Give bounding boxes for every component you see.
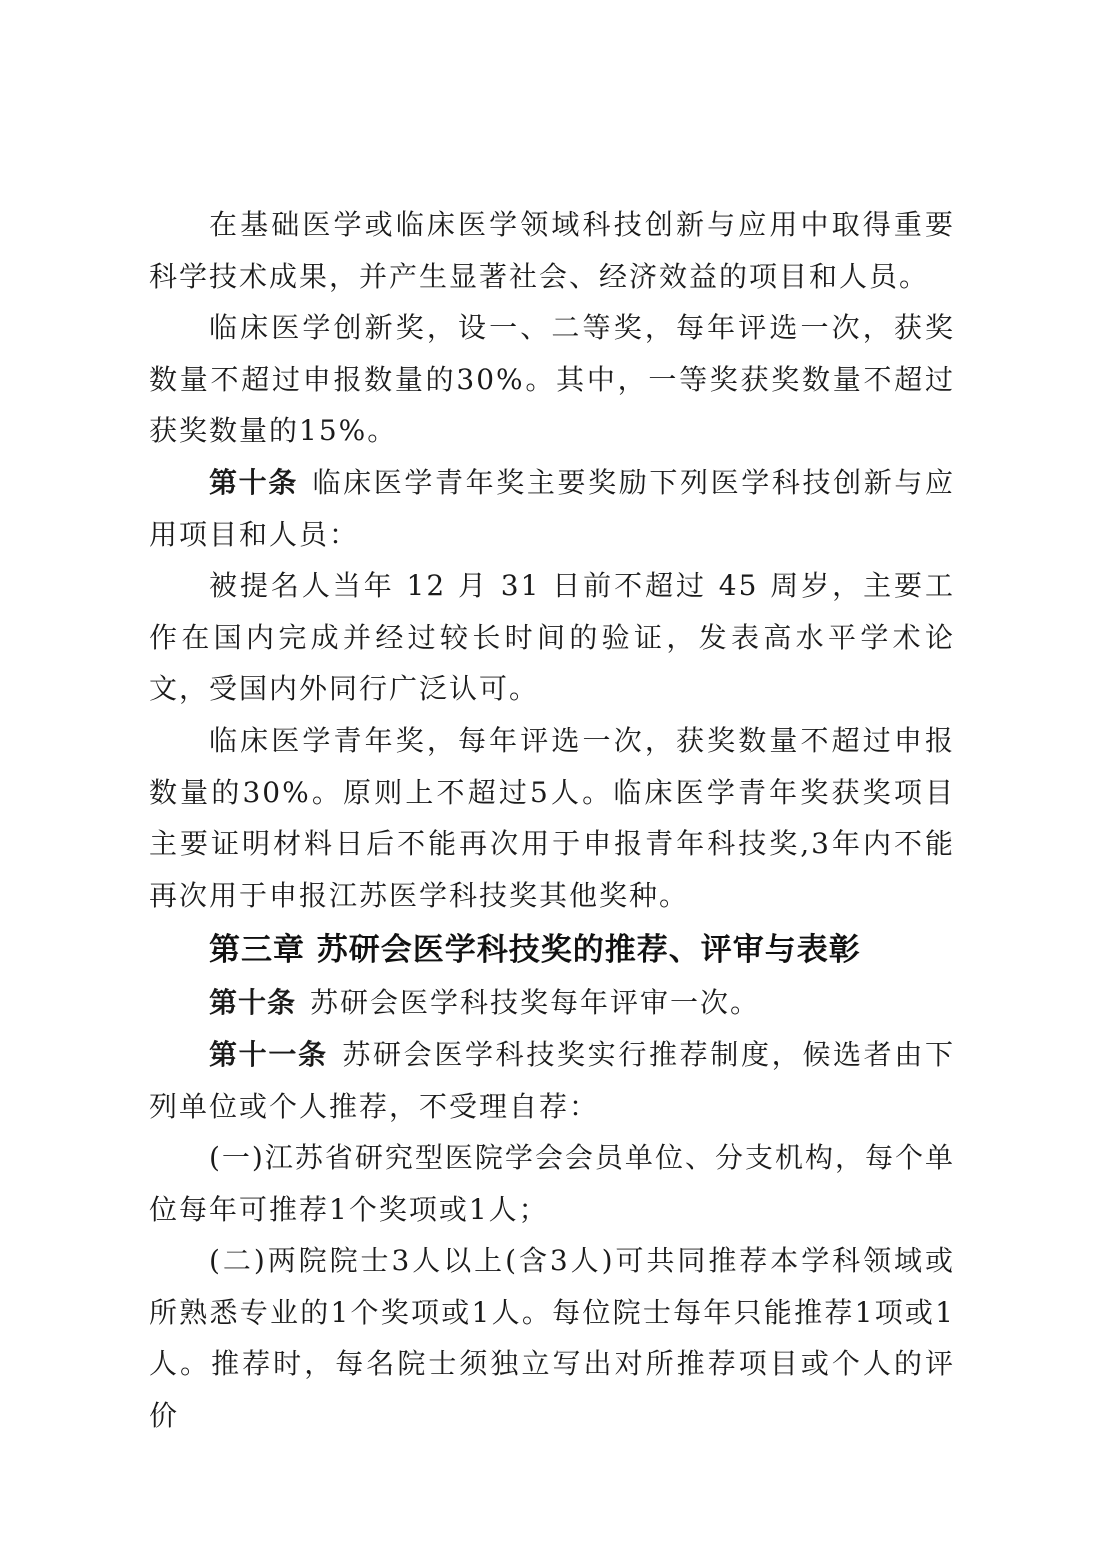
list-item-member-units	[149, 1132, 955, 1235]
paragraph-text: 临床医学青年奖主要奖励下列医学科技创新与应用项目和人员：	[149, 465, 955, 551]
list-item-academician-recommendation	[149, 1235, 955, 1441]
list-item-text: (一)江苏省研究型医院学会会员单位、分支机构，每个单位每年可推荐1个奖项或1人；	[149, 1141, 955, 1226]
article-review-frequency	[149, 977, 955, 1029]
article-recommendation-system	[149, 1029, 955, 1132]
paragraph-nominee-requirements	[149, 560, 955, 715]
chapter-title: 第三章 苏研会医学科技奖的推荐、评审与表彰	[209, 932, 861, 969]
paragraph-innovation-award-quota	[149, 302, 955, 457]
paragraph-text: 被提名人当年 12 月 31 日前不超过 45 周岁，主要工作在国内完成并经过较长时间的验证，发表高水平学术论文，受国内外同行广泛认可。	[149, 569, 955, 706]
paragraph-article-ten-youth-award	[149, 457, 955, 560]
paragraph-award-criteria	[149, 199, 955, 302]
paragraph-youth-award-quota	[149, 715, 955, 921]
article-text: 苏研会医学科技奖实行推荐制度，候选者由下列单位或个人推荐，不受理自荐：	[149, 1037, 955, 1123]
article-label: 第十条	[209, 986, 297, 1020]
paragraph-text: 临床医学青年奖，每年评选一次，获奖数量不超过申报数量的30%。原则上不超过5人。临床医学青年奖获奖项目主要证明材料日后不能再次用于申报青年科技奖,3年内不能再次用于申报江苏医学科技奖其他奖种。	[149, 723, 955, 912]
article-label: 第十条	[209, 465, 298, 499]
article-label: 第十一条	[209, 1037, 328, 1071]
article-text: 苏研会医学科技奖每年评审一次。	[310, 986, 761, 1020]
paragraph-text: 临床医学创新奖，设一、二等奖，每年评选一次，获奖数量不超过申报数量的30%。其中，一等奖获奖数量不超过获奖数量的15%。	[149, 311, 955, 448]
list-item-text: (二)两院院士3人以上(含3人)可共同推荐本学科领域或所熟悉专业的1个奖项或1人。每位院士每年只能推荐1项或1人。推荐时，每名院士须独立写出对所推荐项目或个人的评价	[149, 1244, 955, 1433]
document-body	[149, 199, 955, 1442]
paragraph-text: 在基础医学或临床医学领域科技创新与应用中取得重要科学技术成果，并产生显著社会、经济效益的项目和人员。	[149, 208, 955, 293]
